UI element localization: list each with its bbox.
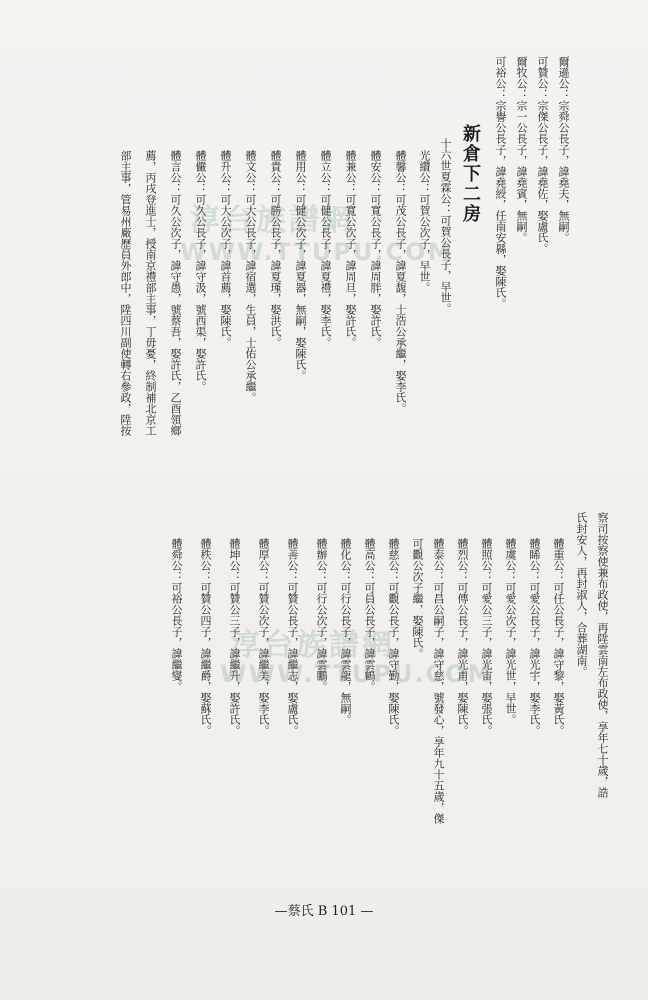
bottom-col-9: 可觀公次子繼，娶陳氏。 (411, 538, 424, 659)
middle-col-7: 體用公：可健公次子，諱夏器，無嗣，娶陳氏。 (294, 150, 307, 381)
top-col-3: 爾牧公：宗一公長子，諱堯賓，無嗣。 (515, 56, 528, 243)
watermark-text-cn: 淳台族譜網 (190, 203, 355, 238)
bottom-col-13: 體辦公：可行公次子，諱雲鵬。 (315, 538, 328, 692)
middle-col-13: 薦，丙戌登進士，授南京禮部主事，丁毋憂，終制補北京工 (144, 150, 157, 436)
bottom-col-15: 體厚公：可贊公次子，諱繼美，娶李氏。 (257, 538, 270, 736)
bottom-col-16: 體坤公：可贊公三子，諱繼升，娶許氏。 (228, 538, 241, 736)
middle-col-6: 體立公：可健公長子，諱夏禮，娶李氏。 (319, 150, 332, 348)
bottom-col-1: 察司按察使兼布政使，再陞雲南左布政使，享年七十歲，誥 (596, 512, 609, 798)
top-col-2: 可贊公：宗傑公長子，諱堯佐，娶盧氏。 (536, 56, 549, 254)
middle-col-8: 體貴公：可勝公長子，諱夏瑾，娶洪氏。 (269, 150, 282, 348)
bottom-col-18: 體舜公：可裕公長子，諱繼燮。 (170, 538, 183, 692)
bottom-col-6: 體照公：可愛公三子，諱光宙，娶張氏。 (480, 538, 493, 736)
top-col-1: 爾遜公：宗舜公長子，諱堯夫，無嗣。 (557, 56, 570, 243)
middle-col-1: 十六世夏霖公：可賀公長子，早世。 (439, 138, 452, 314)
watermark-text-cn-2: 淳台族譜網 (230, 628, 395, 663)
bottom-col-17: 體秩公：可贊公四子，諱繼爵，娶蘇氏。 (199, 538, 212, 736)
middle-col-10: 體升公：可大公次子，諱首薦，娶陳氏。 (219, 150, 232, 348)
bottom-col-11: 體高公：可員公長子，諱雲鶴。 (363, 538, 376, 692)
middle-col-9: 體文公：可大公長子，諱宿選，生員，士佑公承繼。 (244, 150, 257, 403)
watermark-text-en-2: WWW.TTUPU.COM (220, 660, 494, 688)
bottom-col-14: 體善公：可贊公長子，諱繼志，娶盧氏。 (286, 538, 299, 736)
middle-col-4: 體安公：可寬公長子，諱周胖，娶許氏。 (369, 150, 382, 348)
bottom-col-10: 體慈公：可觀公長子，諱守勤，娶陳氏。 (387, 538, 400, 736)
middle-col-12: 體言公：可久公次子，諱守愚，號蔡吾，娶許氏，乙酉領鄉 (169, 150, 182, 436)
section-heading: 新倉下二房 (460, 124, 481, 224)
bottom-col-4: 體睎公：可愛公長子，諱光宇，娶李氏。 (528, 538, 541, 736)
bottom-col-12: 體化公：可行公長子，諱雲龍，無嗣。 (339, 538, 352, 725)
middle-col-14: 部主事，管易州廠歷員外郎中，陞四川副使轉右參政，陞按 (119, 150, 132, 436)
middle-col-11: 體儼公：可久公長子，諱守汲，號西渠，娶許氏。 (194, 150, 207, 392)
middle-col-3: 體馨公：可茂公長子，諱夏馥，士浩公承繼，娶李氏。 (394, 150, 407, 414)
watermark-text-en: WWW.TTUPU.COM (180, 238, 454, 266)
bottom-col-5: 體虞公：可愛公次子，諱光世，早世。 (504, 538, 517, 725)
middle-col-5: 體兼公：可寬公次子，諱周旦，娶許氏。 (344, 150, 357, 348)
bottom-col-2: 氏封安人，再封淑人，合葬湖南。 (575, 512, 588, 677)
middle-col-2: 光纘公：可賀公次子，早世。 (418, 150, 431, 293)
top-col-4: 可裕公：宗譽公長子，諱堯綬，任南安縣，娶陳氏。 (494, 56, 507, 309)
bottom-col-8: 體泰公：可昌公嗣子，諱守慈，號發心，享年九十五歲，傑 (432, 538, 445, 824)
page-footer: —蔡氏 B 101 — (274, 904, 374, 919)
bottom-col-3: 體重公：可任公長子，諱守黎，娶黃氏。 (552, 538, 565, 736)
bottom-col-7: 體烈公：可傳公長子，諱光甫，娶陳氏。 (456, 538, 469, 736)
